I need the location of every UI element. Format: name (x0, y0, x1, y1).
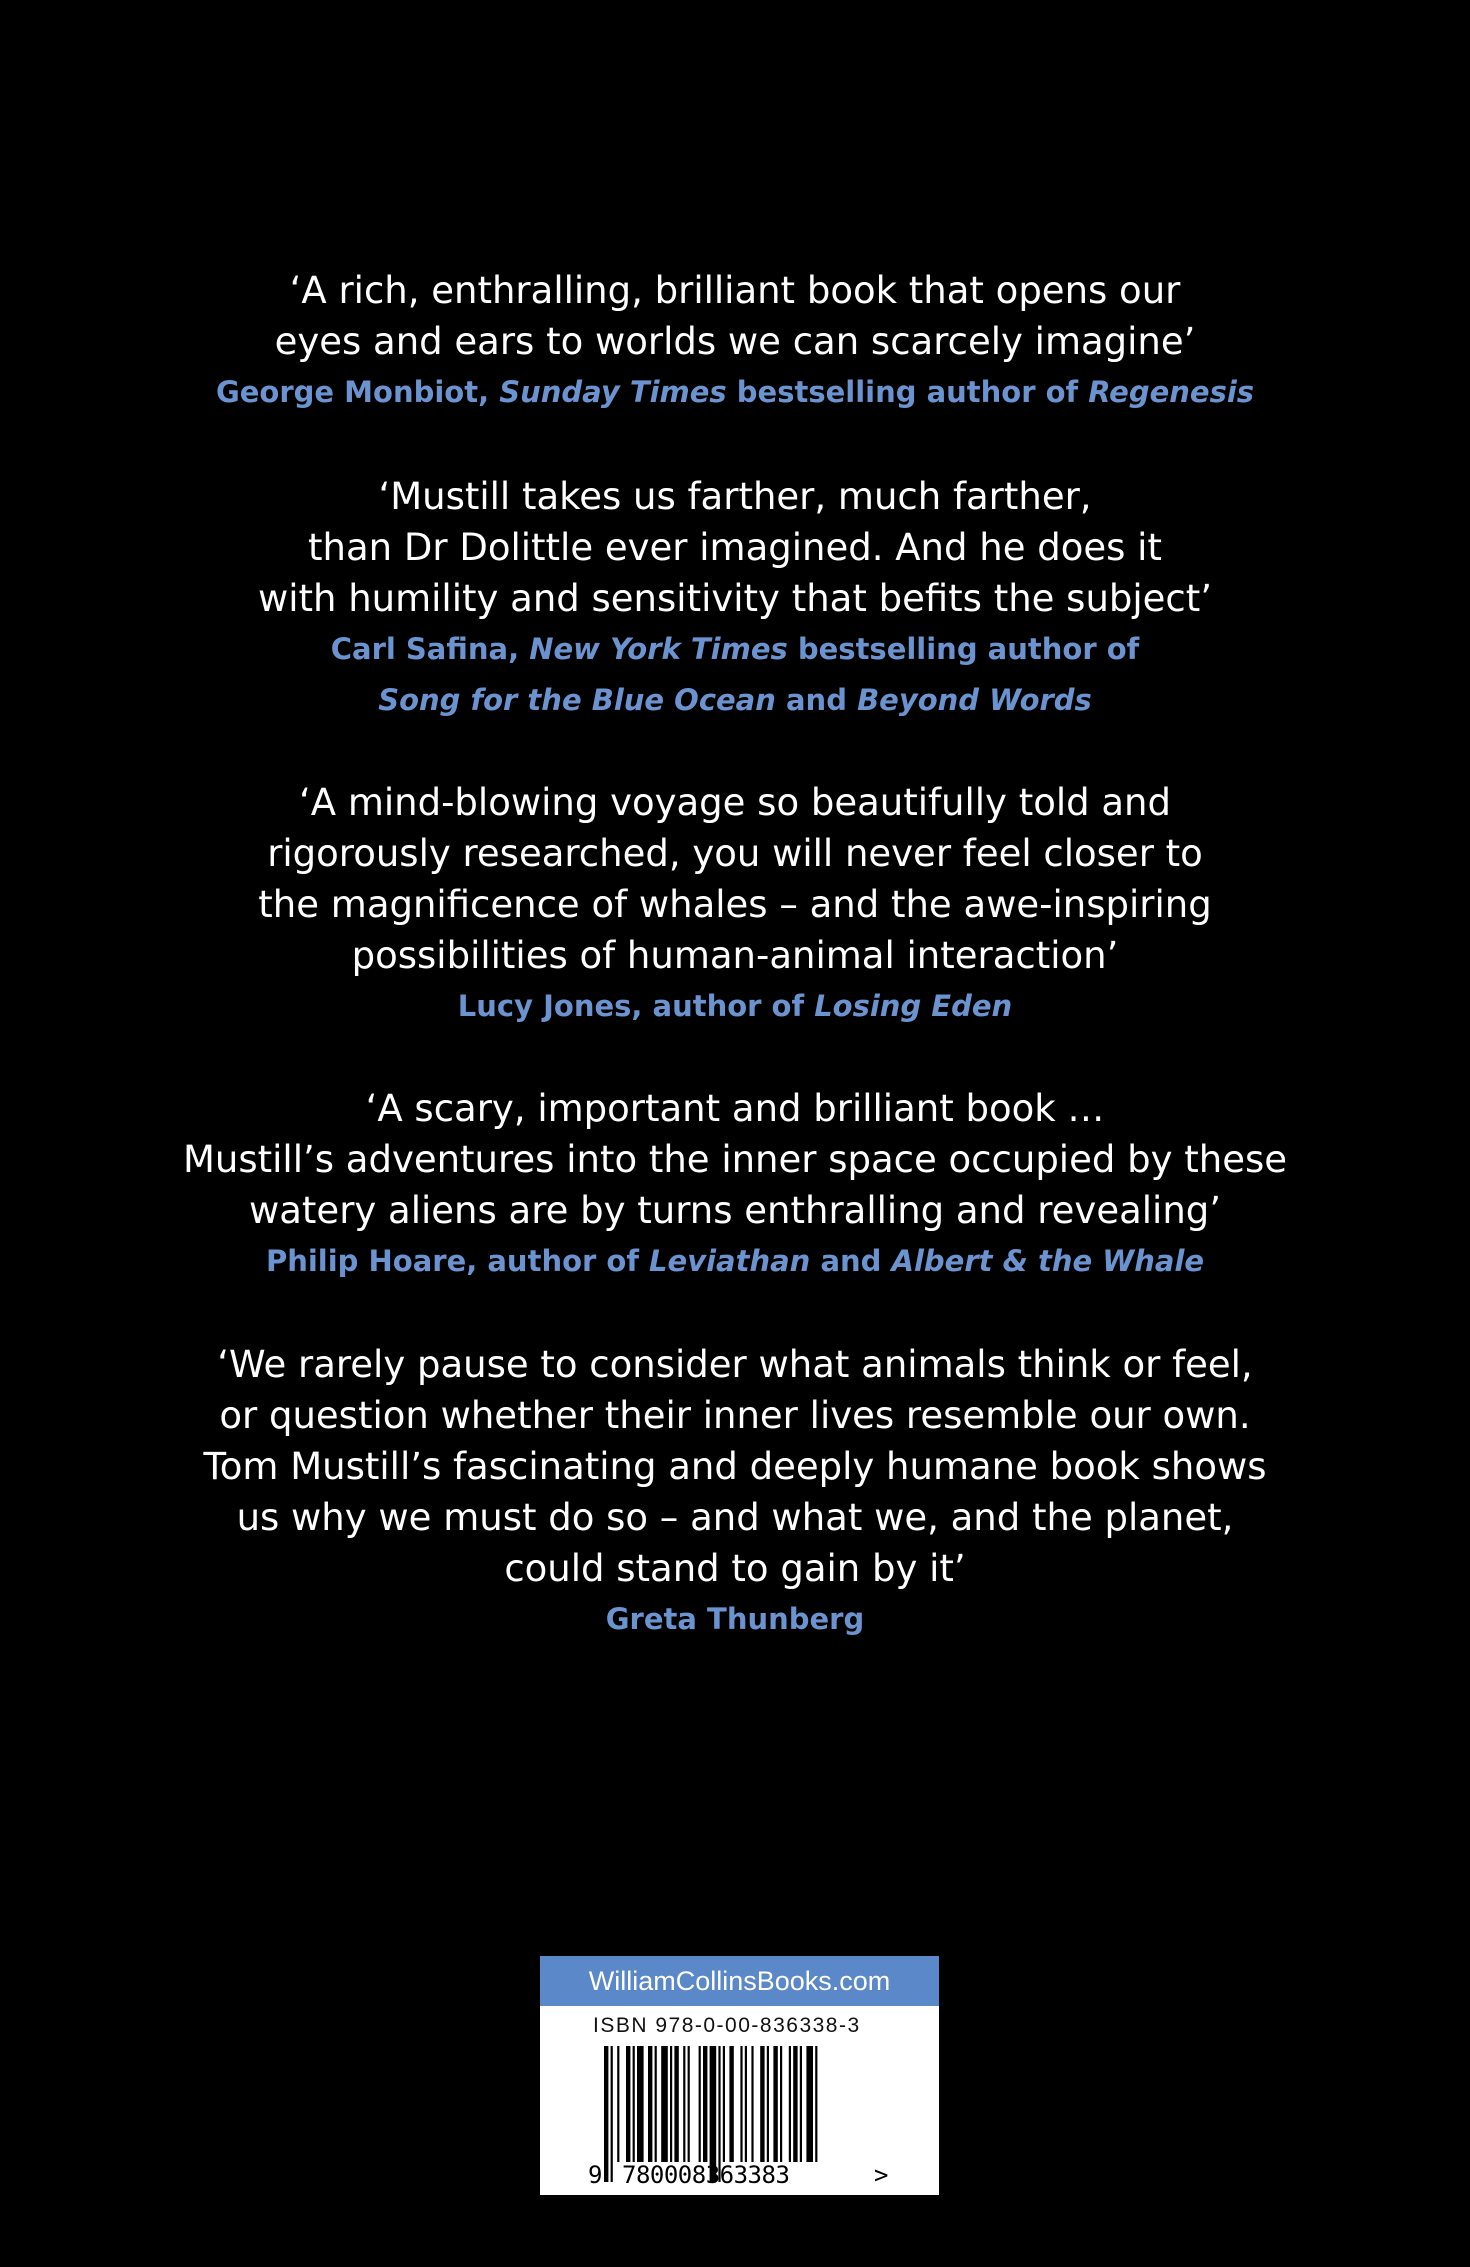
barcode-bar (751, 2046, 753, 2162)
quote-line: ‘We rarely pause to consider what animals think or feel, (217, 1343, 1253, 1386)
quote-attribution: Greta Thunberg (605, 1602, 865, 1636)
barcode-bar (806, 2046, 813, 2162)
quote-line: ‘A scary, important and brilliant book … (365, 1087, 1105, 1130)
barcode-bar (626, 2046, 630, 2162)
barcode-digits: 780008363383 (622, 2161, 790, 2189)
quote-line: with humility and sensitivity that befits the subject’ (257, 577, 1213, 620)
barcode-bar (780, 2046, 782, 2162)
barcode-bar (793, 2046, 797, 2162)
barcode-bar (760, 2046, 764, 2162)
quote-line: us why we must do so – and what we, and the planet, (236, 1496, 1234, 1539)
quote-line: the magnificence of whales – and the awe-inspiring (258, 883, 1212, 926)
barcode-bar (674, 2046, 678, 2162)
quote-attribution: Carl Safina, New York Times bestselling author of (330, 632, 1140, 666)
barcode-bar (648, 2046, 652, 2162)
barcode-bar (740, 2046, 742, 2162)
barcode-bar (723, 2046, 725, 2162)
barcode-bar (604, 2046, 608, 2182)
barcode-bar (670, 2046, 672, 2162)
barcode-icon (540, 1956, 939, 2195)
barcode-bar (815, 2046, 817, 2162)
barcode-bar (745, 2046, 747, 2162)
quote-attribution: Philip Hoare, author of Leviathan and Albert & the Whale (265, 1244, 1205, 1278)
quote-line: watery aliens are by turns enthralling and revealing’ (248, 1189, 1222, 1232)
barcode-bar (767, 2046, 769, 2162)
barcode-bar (611, 2046, 613, 2182)
quote-line: Mustill’s adventures into the inner space occupied by these (182, 1138, 1288, 1181)
quote-line: rigorously researched, you will never feel closer to (267, 832, 1203, 875)
publisher-website: WilliamCollinsBooks.com (540, 1956, 939, 2006)
barcode-bar (729, 2046, 733, 2162)
review-quote-2 (0, 471, 1470, 726)
quote-line: possibilities of human-animal interaction’ (351, 934, 1119, 977)
review-quote-1 (0, 265, 1470, 418)
quote-line: could stand to gain by it’ (504, 1547, 966, 1590)
review-quote-4 (0, 1083, 1470, 1287)
quote-line: or question whether their inner lives resemble our own. (219, 1394, 1251, 1437)
barcode-bar (789, 2046, 791, 2162)
quote-line: than Dr Dolittle ever imagined. And he does it (308, 526, 1162, 569)
barcode-bar (800, 2046, 802, 2162)
barcode-panel (540, 1956, 939, 2195)
barcode-bar (661, 2046, 668, 2162)
quote-line: ‘Mustill takes us farther, much farther, (378, 475, 1092, 518)
quote-line: ‘A rich, enthralling, brilliant book that opens our (289, 269, 1181, 312)
review-quote-3 (0, 777, 1470, 1032)
barcode-bar (688, 2046, 690, 2162)
barcode-bar (773, 2046, 777, 2162)
review-quote-5 (0, 1339, 1470, 1645)
quote-attribution: Lucy Jones, author of Losing Eden (457, 989, 1013, 1023)
barcode-bar (637, 2046, 644, 2162)
barcode-bar (699, 2046, 701, 2162)
barcode-bar (655, 2046, 657, 2162)
barcode-arrow: > (874, 2161, 889, 2189)
quote-attribution: George Monbiot, Sunday Times bestselling author of Regenesis (215, 375, 1255, 409)
barcode-lead-digit: 9 (588, 2161, 603, 2189)
barcode-bar (617, 2046, 619, 2162)
barcode-bar (683, 2046, 685, 2162)
quote-attribution-line-2: Song for the Blue Ocean and Beyond Words (378, 683, 1092, 717)
barcode-bar (633, 2046, 635, 2162)
quote-line: ‘A mind-blowing voyage so beautifully told and (298, 781, 1171, 824)
isbn-number: ISBN 978-0-00-836338-3 (593, 2014, 861, 2037)
quote-line: eyes and ears to worlds we can scarcely imagine’ (274, 320, 1196, 363)
quote-line: Tom Mustill’s fascinating and deeply humane book shows (203, 1445, 1267, 1488)
barcode-bar (703, 2046, 707, 2162)
